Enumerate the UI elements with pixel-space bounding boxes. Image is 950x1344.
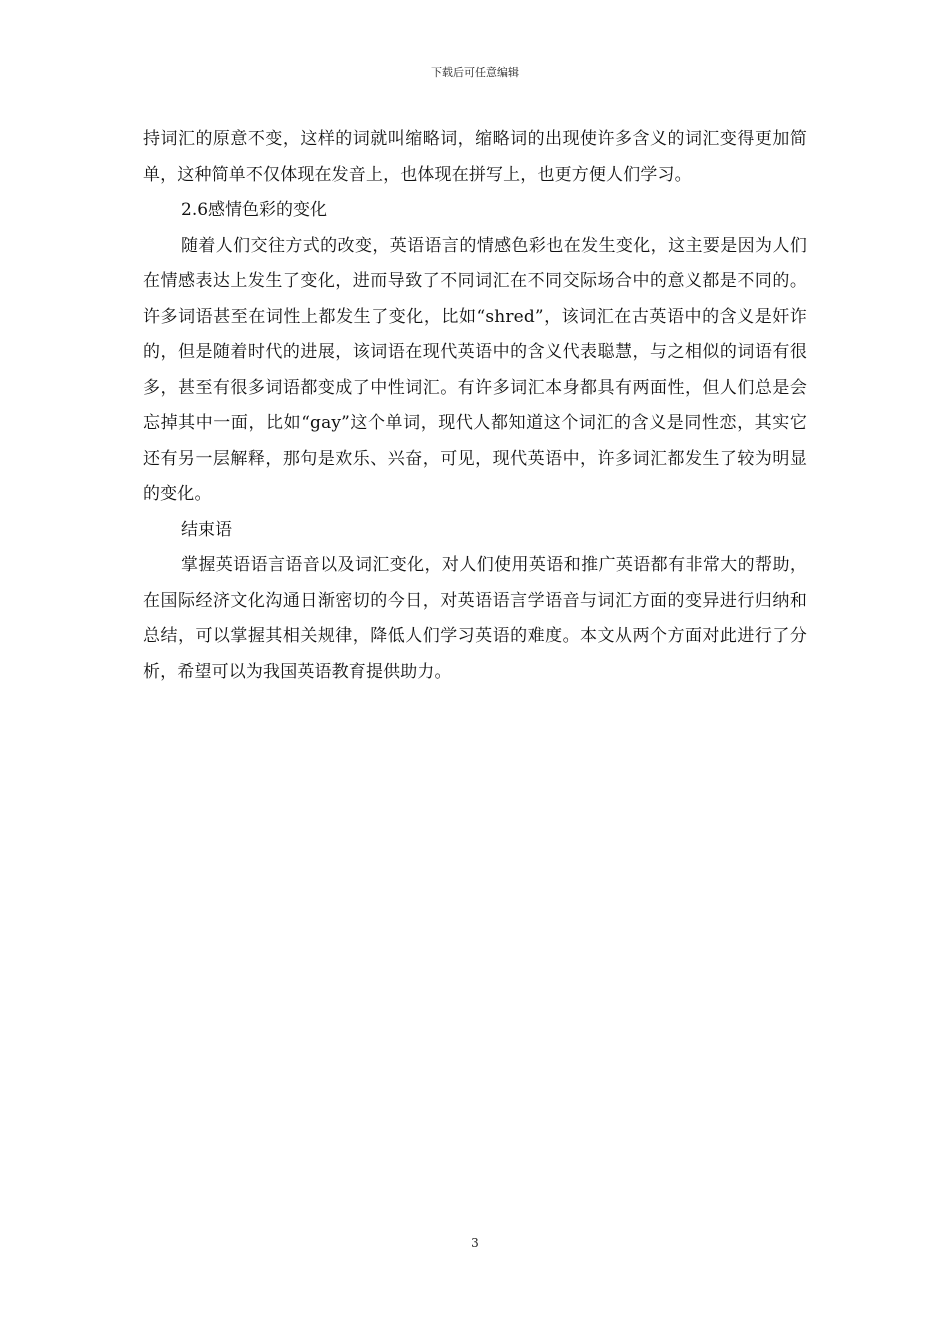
page-number: 3: [471, 1236, 479, 1250]
document-body: [143, 122, 807, 690]
page-header: 下载后可任意编辑: [431, 66, 519, 79]
section-heading-conclusion: 结束语: [181, 519, 232, 540]
body-paragraph-emotional-color: 随着人们交往方式的改变，英语语言的情感色彩也在发生变化，这主要是因为人们在情感表达上发生了变化，进而导致了不同词汇在不同交际场合中的意义都是不同的。许多词语甚至在词性上都发生了变化，比如“shred”，该词汇在古英语中的含义是奸诈的，但是随着时代的进展，该词语在现代英语中的含义代表聪慧，与之相似的词语有很多，甚至有很多词语都变成了中性词汇。有许多词汇本身都具有两面性，但人们总是会忘掉其中一面，比如“gay”这个单词，现代人都知道这个词汇的含义是同性恋，其实它还有另一层解释，那句是欢乐、兴奋，可见，现代英语中，许多词汇都发生了较为明显的变化。: [143, 235, 807, 504]
body-paragraph-continuation: 持词汇的原意不变，这样的词就叫缩略词，缩略词的出现使许多含义的词汇变得更加简单，这种简单不仅体现在发音上，也体现在拼写上，也更方便人们学习。: [143, 129, 807, 185]
body-paragraph-conclusion: 掌握英语语言语音以及词汇变化，对人们使用英语和推广英语都有非常大的帮助，在国际经济文化沟通日渐密切的今日，对英语语言学语音与词汇方面的变异进行归纳和总结，可以掌握其相关规律，降低人们学习英语的难度。本文从两个方面对此进行了分析，希望可以为我国英语教育提供助力。: [143, 555, 807, 682]
section-heading-2-6: 2.6感情色彩的变化: [181, 200, 328, 220]
